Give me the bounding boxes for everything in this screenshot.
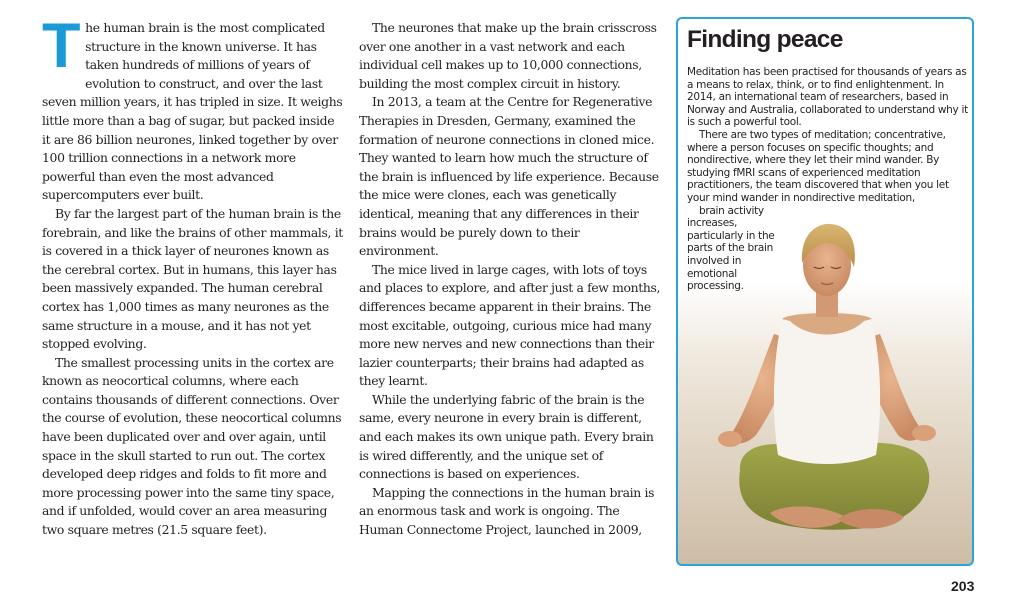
- page-number: 203: [951, 578, 975, 594]
- article-paragraph-6: The mice lived in large cages, with lots of toys and places to explore, and after just a few months, differences became apparent in their brains. The most excitable, outgoing, curious mice had many more new nerves and new connections than their lazier counterparts; their brains had adapted as they learnt.: [359, 261, 661, 389]
- article-paragraph-1-text: he human brain is the most complicated structure in the known universe. It has taken hundreds of millions of years of evolution to construct, and over the last seven million years, it has tripled in size. It weighs little more than a bag of sugar, but packed inside it are 86 billion neurones, linked together by over 100 trillion connections in a network more powerful than even the most advanced supercomputers ever built.: [42, 20, 343, 203]
- sidebar-body: [687, 66, 969, 293]
- article-paragraph-2: By far the largest part of the human brain is the forebrain, and like the brains of other mammals, it is covered in a thick layer of neurones known as the cerebral cortex. But in humans, this layer has been massively expanded. The human cerebral cortex has 1,000 times as many neurones as the same structure in a mouse, and it has not yet stopped evolving.: [42, 205, 343, 352]
- article-paragraph-3: The smallest processing units in the cortex are known as neocortical columns, where each contains thousands of different connections. Over the course of evolution, these neocortical columns have been duplicated over and over again, until space in the skull started to run out. The cortex developed deep ridges and folds to fit more and more processing power into the same tiny space, and if unfolded, would cover an area measuring two square metres (21.5 square feet).: [42, 354, 342, 538]
- sidebar-paragraph-1: Meditation has been practised for thousands of years as a means to relax, think, or to find enlightenment. In 2014, an international team of researchers, based in Norway and Australia, collaborated to understand why it is such a powerful tool.: [687, 66, 968, 129]
- sidebar-paragraph-2-text: There are two types of meditation; concentrative, where a person focuses on specific thoughts; and nondirective, where they let their mind wander. By studying fMRI scans of experienced meditation practitioners, the team discovered that when you let your mind wander in nondirective meditation,: [687, 128, 949, 204]
- article-paragraph-4: The neurones that make up the brain crisscross over one another in a vast network and each individual cell makes up to 10,000 connections, building the most complex circuit in history.: [359, 20, 657, 91]
- article-paragraph-8: Mapping the connections in the human brain is an enormous task and work is ongoing. The Human Connectome Project, launched in 2009,: [359, 484, 655, 538]
- drop-cap: T: [42, 11, 81, 81]
- article-paragraph-5: In 2013, a team at the Centre for Regenerative Therapies in Dresden, Germany, examined the formation of neurone connections in cloned mice. They wanted to learn how much the structure of the brain is influenced by life experience. Because the mice were clones, each was genetically identical, meaning that any differences in their brains would be purely down to their environment.: [359, 94, 659, 259]
- article-column-1: [42, 11, 344, 540]
- article-paragraph-1: [42, 11, 344, 205]
- article-column-2: [359, 19, 661, 540]
- article-paragraph-7: While the underlying fabric of the brain is the same, every neurone in every brain is different, and each makes its own unique path. Every brain is wired differently, and the unique set of connections is based on experiences.: [359, 391, 654, 482]
- sidebar-title: Finding peace: [687, 26, 843, 53]
- sidebar-paragraph-2: [687, 129, 969, 293]
- sidebar-box: [676, 17, 974, 566]
- sidebar-paragraph-2-end: brain activity increases, particularly in the parts of the brain involved in emotional processing.: [687, 204, 775, 293]
